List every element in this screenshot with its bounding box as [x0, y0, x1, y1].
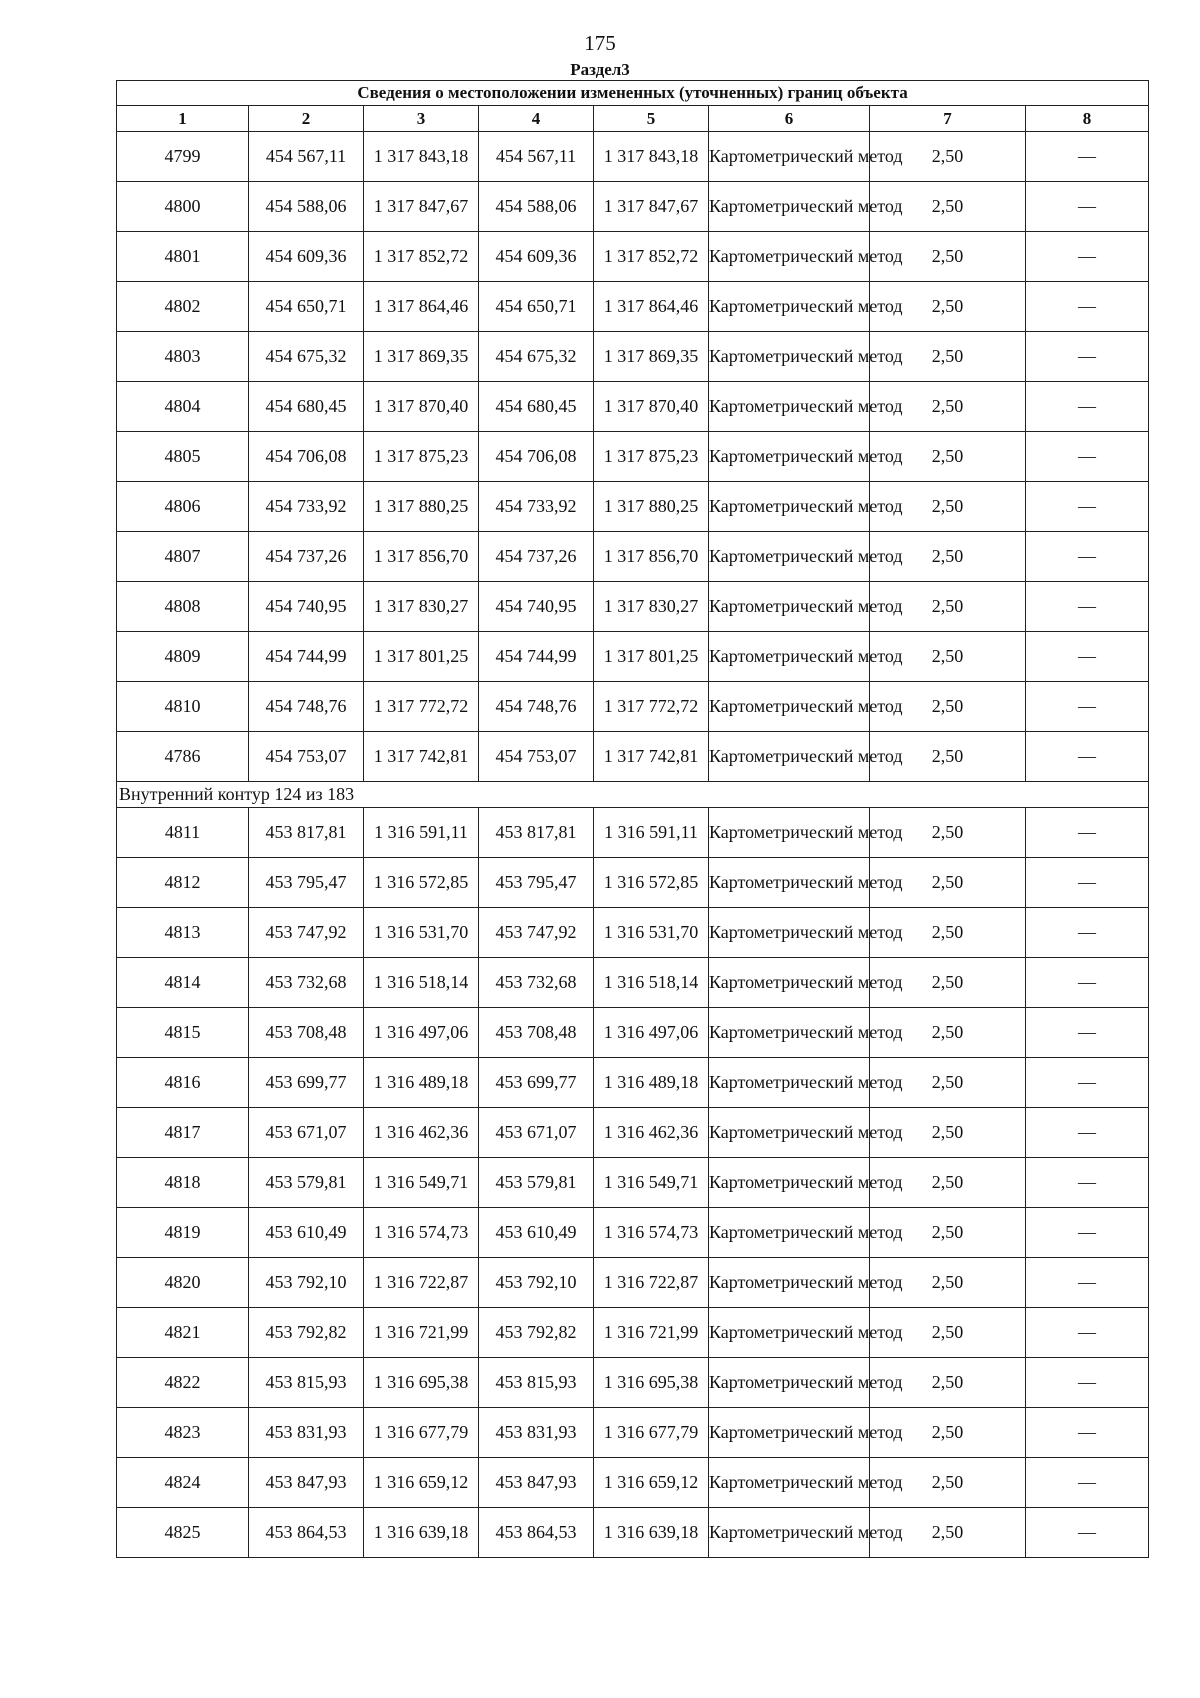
point-number-cell: 4809	[117, 632, 249, 682]
page-number: 175	[584, 31, 616, 55]
accuracy-cell: 2,50	[870, 582, 1026, 632]
note-cell: —	[1026, 958, 1149, 1008]
method-cell: Картометрический метод	[709, 1208, 870, 1258]
table-row	[117, 1458, 1149, 1508]
table-row	[117, 958, 1149, 1008]
method-cell: Картометрический метод	[709, 632, 870, 682]
y-new-cell: 1 317 875,23	[594, 432, 709, 482]
point-number-cell: 4786	[117, 732, 249, 782]
method-cell: Картометрический метод	[709, 1058, 870, 1108]
point-number-cell: 4801	[117, 232, 249, 282]
y-new-cell: 1 316 677,79	[594, 1408, 709, 1458]
accuracy-cell: 2,50	[870, 482, 1026, 532]
x-existing-cell: 453 708,48	[249, 1008, 364, 1058]
accuracy-cell: 2,50	[870, 232, 1026, 282]
x-existing-cell: 453 817,81	[249, 808, 364, 858]
note-cell: —	[1026, 1308, 1149, 1358]
y-existing-cell: 1 316 659,12	[364, 1458, 479, 1508]
x-existing-cell: 454 753,07	[249, 732, 364, 782]
note-cell: —	[1026, 582, 1149, 632]
contour-header-row	[117, 782, 1149, 808]
point-number-cell: 4799	[117, 132, 249, 182]
table-row	[117, 282, 1149, 332]
note-cell: —	[1026, 432, 1149, 482]
table-row	[117, 682, 1149, 732]
x-existing-cell: 454 737,26	[249, 532, 364, 582]
table-row	[117, 1208, 1149, 1258]
x-existing-cell: 453 671,07	[249, 1108, 364, 1158]
y-new-cell: 1 317 870,40	[594, 382, 709, 432]
method-cell: Картометрический метод	[709, 808, 870, 858]
y-existing-cell: 1 316 489,18	[364, 1058, 479, 1108]
note-cell: —	[1026, 1508, 1149, 1558]
table-row	[117, 732, 1149, 782]
accuracy-cell: 2,50	[870, 1458, 1026, 1508]
accuracy-cell: 2,50	[870, 132, 1026, 182]
accuracy-cell: 2,50	[870, 858, 1026, 908]
note-cell: —	[1026, 1258, 1149, 1308]
y-existing-cell: 1 317 870,40	[364, 382, 479, 432]
y-new-cell: 1 317 864,46	[594, 282, 709, 332]
y-new-cell: 1 316 639,18	[594, 1508, 709, 1558]
note-cell: —	[1026, 1108, 1149, 1158]
accuracy-cell: 2,50	[870, 1108, 1026, 1158]
method-cell: Картометрический метод	[709, 482, 870, 532]
note-cell: —	[1026, 808, 1149, 858]
note-cell: —	[1026, 1008, 1149, 1058]
table-row	[117, 1258, 1149, 1308]
column-number-row	[117, 106, 1149, 132]
y-new-cell: 1 316 659,12	[594, 1458, 709, 1508]
x-existing-cell: 453 610,49	[249, 1208, 364, 1258]
accuracy-cell: 2,50	[870, 1408, 1026, 1458]
point-number-cell: 4805	[117, 432, 249, 482]
x-new-cell: 453 815,93	[479, 1358, 594, 1408]
x-existing-cell: 453 792,10	[249, 1258, 364, 1308]
x-existing-cell: 454 744,99	[249, 632, 364, 682]
y-existing-cell: 1 317 772,72	[364, 682, 479, 732]
y-existing-cell: 1 316 722,87	[364, 1258, 479, 1308]
y-existing-cell: 1 317 801,25	[364, 632, 479, 682]
accuracy-cell: 2,50	[870, 1058, 1026, 1108]
x-new-cell: 454 753,07	[479, 732, 594, 782]
table-row	[117, 1158, 1149, 1208]
x-new-cell: 454 680,45	[479, 382, 594, 432]
column-number: 4	[479, 106, 594, 132]
table-row	[117, 582, 1149, 632]
y-new-cell: 1 316 574,73	[594, 1208, 709, 1258]
method-cell: Картометрический метод	[709, 182, 870, 232]
table-row	[117, 432, 1149, 482]
y-new-cell: 1 316 518,14	[594, 958, 709, 1008]
method-cell: Картометрический метод	[709, 282, 870, 332]
x-new-cell: 453 817,81	[479, 808, 594, 858]
x-new-cell: 454 748,76	[479, 682, 594, 732]
x-existing-cell: 454 748,76	[249, 682, 364, 732]
note-cell: —	[1026, 1058, 1149, 1108]
note-cell: —	[1026, 282, 1149, 332]
note-cell: —	[1026, 732, 1149, 782]
table-row	[117, 482, 1149, 532]
y-new-cell: 1 316 721,99	[594, 1308, 709, 1358]
y-existing-cell: 1 317 856,70	[364, 532, 479, 582]
method-cell: Картометрический метод	[709, 432, 870, 482]
y-new-cell: 1 316 549,71	[594, 1158, 709, 1208]
x-existing-cell: 454 650,71	[249, 282, 364, 332]
column-number: 6	[709, 106, 870, 132]
x-existing-cell: 453 815,93	[249, 1358, 364, 1408]
x-new-cell: 453 610,49	[479, 1208, 594, 1258]
method-cell: Картометрический метод	[709, 858, 870, 908]
method-cell: Картометрический метод	[709, 1258, 870, 1308]
point-number-cell: 4825	[117, 1508, 249, 1558]
table-row	[117, 1058, 1149, 1108]
point-number-cell: 4807	[117, 532, 249, 582]
y-new-cell: 1 317 801,25	[594, 632, 709, 682]
method-cell: Картометрический метод	[709, 1108, 870, 1158]
x-new-cell: 454 706,08	[479, 432, 594, 482]
point-number-cell: 4811	[117, 808, 249, 858]
column-number: 1	[117, 106, 249, 132]
point-number-cell: 4800	[117, 182, 249, 232]
x-existing-cell: 454 740,95	[249, 582, 364, 632]
x-existing-cell: 454 680,45	[249, 382, 364, 432]
x-new-cell: 454 588,06	[479, 182, 594, 232]
x-existing-cell: 454 588,06	[249, 182, 364, 232]
method-cell: Картометрический метод	[709, 682, 870, 732]
contour-label: Внутренний контур 124 из 183	[117, 782, 1149, 808]
accuracy-cell: 2,50	[870, 182, 1026, 232]
column-number: 5	[594, 106, 709, 132]
table-row	[117, 1108, 1149, 1158]
x-existing-cell: 453 795,47	[249, 858, 364, 908]
point-number-cell: 4823	[117, 1408, 249, 1458]
method-cell: Картометрический метод	[709, 1308, 870, 1358]
x-new-cell: 454 650,71	[479, 282, 594, 332]
note-cell: —	[1026, 908, 1149, 958]
y-existing-cell: 1 317 847,67	[364, 182, 479, 232]
method-cell: Картометрический метод	[709, 1458, 870, 1508]
x-new-cell: 453 732,68	[479, 958, 594, 1008]
y-existing-cell: 1 317 742,81	[364, 732, 479, 782]
table-row	[117, 332, 1149, 382]
y-new-cell: 1 316 489,18	[594, 1058, 709, 1108]
note-cell: —	[1026, 1158, 1149, 1208]
point-number-cell: 4820	[117, 1258, 249, 1308]
point-number-cell: 4821	[117, 1308, 249, 1358]
y-existing-cell: 1 317 830,27	[364, 582, 479, 632]
y-existing-cell: 1 316 695,38	[364, 1358, 479, 1408]
method-cell: Картометрический метод	[709, 332, 870, 382]
accuracy-cell: 2,50	[870, 1008, 1026, 1058]
table-row	[117, 858, 1149, 908]
point-number-cell: 4812	[117, 858, 249, 908]
point-number-cell: 4816	[117, 1058, 249, 1108]
table-row	[117, 532, 1149, 582]
note-cell: —	[1026, 1208, 1149, 1258]
y-existing-cell: 1 316 677,79	[364, 1408, 479, 1458]
note-cell: —	[1026, 332, 1149, 382]
column-number: 8	[1026, 106, 1149, 132]
note-cell: —	[1026, 182, 1149, 232]
note-cell: —	[1026, 382, 1149, 432]
x-new-cell: 454 740,95	[479, 582, 594, 632]
x-new-cell: 453 708,48	[479, 1008, 594, 1058]
point-number-cell: 4815	[117, 1008, 249, 1058]
note-cell: —	[1026, 132, 1149, 182]
x-new-cell: 453 747,92	[479, 908, 594, 958]
coordinates-table	[116, 80, 1149, 1558]
point-number-cell: 4824	[117, 1458, 249, 1508]
x-new-cell: 454 567,11	[479, 132, 594, 182]
note-cell: —	[1026, 858, 1149, 908]
accuracy-cell: 2,50	[870, 808, 1026, 858]
table-row	[117, 632, 1149, 682]
point-number-cell: 4813	[117, 908, 249, 958]
x-existing-cell: 454 706,08	[249, 432, 364, 482]
point-number-cell: 4802	[117, 282, 249, 332]
x-existing-cell: 453 699,77	[249, 1058, 364, 1108]
method-cell: Картометрический метод	[709, 1408, 870, 1458]
y-new-cell: 1 317 843,18	[594, 132, 709, 182]
note-cell: —	[1026, 632, 1149, 682]
y-existing-cell: 1 317 843,18	[364, 132, 479, 182]
accuracy-cell: 2,50	[870, 732, 1026, 782]
table-row	[117, 808, 1149, 858]
table-caption-row	[117, 81, 1149, 106]
table-row	[117, 182, 1149, 232]
y-existing-cell: 1 317 875,23	[364, 432, 479, 482]
note-cell: —	[1026, 1408, 1149, 1458]
y-new-cell: 1 316 497,06	[594, 1008, 709, 1058]
method-cell: Картометрический метод	[709, 1358, 870, 1408]
y-existing-cell: 1 317 852,72	[364, 232, 479, 282]
x-existing-cell: 454 733,92	[249, 482, 364, 532]
point-number-cell: 4817	[117, 1108, 249, 1158]
accuracy-cell: 2,50	[870, 282, 1026, 332]
x-existing-cell: 453 747,92	[249, 908, 364, 958]
y-new-cell: 1 316 722,87	[594, 1258, 709, 1308]
method-cell: Картометрический метод	[709, 382, 870, 432]
y-existing-cell: 1 316 518,14	[364, 958, 479, 1008]
table-row	[117, 1508, 1149, 1558]
method-cell: Картометрический метод	[709, 532, 870, 582]
y-existing-cell: 1 316 531,70	[364, 908, 479, 958]
point-number-cell: 4818	[117, 1158, 249, 1208]
y-new-cell: 1 316 572,85	[594, 858, 709, 908]
accuracy-cell: 2,50	[870, 1258, 1026, 1308]
table-row	[117, 1308, 1149, 1358]
table-row	[117, 1408, 1149, 1458]
y-existing-cell: 1 317 869,35	[364, 332, 479, 382]
y-existing-cell: 1 316 549,71	[364, 1158, 479, 1208]
x-new-cell: 453 792,82	[479, 1308, 594, 1358]
accuracy-cell: 2,50	[870, 1308, 1026, 1358]
x-new-cell: 454 737,26	[479, 532, 594, 582]
accuracy-cell: 2,50	[870, 382, 1026, 432]
y-new-cell: 1 317 880,25	[594, 482, 709, 532]
column-number: 2	[249, 106, 364, 132]
accuracy-cell: 2,50	[870, 1208, 1026, 1258]
accuracy-cell: 2,50	[870, 958, 1026, 1008]
x-existing-cell: 453 864,53	[249, 1508, 364, 1558]
accuracy-cell: 2,50	[870, 1158, 1026, 1208]
note-cell: —	[1026, 1358, 1149, 1408]
point-number-cell: 4814	[117, 958, 249, 1008]
x-existing-cell: 453 831,93	[249, 1408, 364, 1458]
y-new-cell: 1 317 742,81	[594, 732, 709, 782]
note-cell: —	[1026, 532, 1149, 582]
point-number-cell: 4808	[117, 582, 249, 632]
table-row	[117, 908, 1149, 958]
note-cell: —	[1026, 1458, 1149, 1508]
method-cell: Картометрический метод	[709, 582, 870, 632]
y-new-cell: 1 317 852,72	[594, 232, 709, 282]
accuracy-cell: 2,50	[870, 632, 1026, 682]
point-number-cell: 4822	[117, 1358, 249, 1408]
x-new-cell: 453 579,81	[479, 1158, 594, 1208]
table-body	[117, 132, 1149, 1558]
x-existing-cell: 453 792,82	[249, 1308, 364, 1358]
x-existing-cell: 453 847,93	[249, 1458, 364, 1508]
method-cell: Картометрический метод	[709, 232, 870, 282]
accuracy-cell: 2,50	[870, 908, 1026, 958]
table-row	[117, 382, 1149, 432]
point-number-cell: 4803	[117, 332, 249, 382]
method-cell: Картометрический метод	[709, 732, 870, 782]
y-existing-cell: 1 316 462,36	[364, 1108, 479, 1158]
accuracy-cell: 2,50	[870, 682, 1026, 732]
note-cell: —	[1026, 482, 1149, 532]
accuracy-cell: 2,50	[870, 332, 1026, 382]
y-existing-cell: 1 316 639,18	[364, 1508, 479, 1558]
point-number-cell: 4819	[117, 1208, 249, 1258]
note-cell: —	[1026, 682, 1149, 732]
note-cell: —	[1026, 232, 1149, 282]
method-cell: Картометрический метод	[709, 1008, 870, 1058]
x-new-cell: 454 675,32	[479, 332, 594, 382]
y-existing-cell: 1 316 591,11	[364, 808, 479, 858]
method-cell: Картометрический метод	[709, 908, 870, 958]
x-new-cell: 453 671,07	[479, 1108, 594, 1158]
y-new-cell: 1 317 869,35	[594, 332, 709, 382]
y-existing-cell: 1 316 574,73	[364, 1208, 479, 1258]
x-existing-cell: 454 675,32	[249, 332, 364, 382]
y-new-cell: 1 316 462,36	[594, 1108, 709, 1158]
x-new-cell: 453 792,10	[479, 1258, 594, 1308]
y-new-cell: 1 317 772,72	[594, 682, 709, 732]
accuracy-cell: 2,50	[870, 532, 1026, 582]
y-existing-cell: 1 316 497,06	[364, 1008, 479, 1058]
y-new-cell: 1 317 830,27	[594, 582, 709, 632]
column-number: 3	[364, 106, 479, 132]
y-existing-cell: 1 317 880,25	[364, 482, 479, 532]
y-new-cell: 1 317 847,67	[594, 182, 709, 232]
accuracy-cell: 2,50	[870, 1358, 1026, 1408]
x-new-cell: 453 795,47	[479, 858, 594, 908]
y-existing-cell: 1 317 864,46	[364, 282, 479, 332]
method-cell: Картометрический метод	[709, 1158, 870, 1208]
y-existing-cell: 1 316 721,99	[364, 1308, 479, 1358]
column-number: 7	[870, 106, 1026, 132]
x-new-cell: 453 864,53	[479, 1508, 594, 1558]
point-number-cell: 4804	[117, 382, 249, 432]
point-number-cell: 4810	[117, 682, 249, 732]
accuracy-cell: 2,50	[870, 1508, 1026, 1558]
x-new-cell: 453 831,93	[479, 1408, 594, 1458]
table-row	[117, 132, 1149, 182]
x-new-cell: 453 847,93	[479, 1458, 594, 1508]
table-caption: Сведения о местоположении измененных (уточненных) границ объекта	[117, 81, 1149, 106]
x-existing-cell: 453 732,68	[249, 958, 364, 1008]
table-row	[117, 1008, 1149, 1058]
table-row	[117, 1358, 1149, 1408]
table-row	[117, 232, 1149, 282]
y-new-cell: 1 316 695,38	[594, 1358, 709, 1408]
method-cell: Картометрический метод	[709, 132, 870, 182]
section-title: Раздел3	[570, 60, 630, 79]
x-new-cell: 454 733,92	[479, 482, 594, 532]
method-cell: Картометрический метод	[709, 958, 870, 1008]
x-new-cell: 454 609,36	[479, 232, 594, 282]
x-existing-cell: 454 567,11	[249, 132, 364, 182]
x-existing-cell: 453 579,81	[249, 1158, 364, 1208]
method-cell: Картометрический метод	[709, 1508, 870, 1558]
point-number-cell: 4806	[117, 482, 249, 532]
accuracy-cell: 2,50	[870, 432, 1026, 482]
x-existing-cell: 454 609,36	[249, 232, 364, 282]
y-new-cell: 1 316 531,70	[594, 908, 709, 958]
y-existing-cell: 1 316 572,85	[364, 858, 479, 908]
y-new-cell: 1 316 591,11	[594, 808, 709, 858]
y-new-cell: 1 317 856,70	[594, 532, 709, 582]
x-new-cell: 453 699,77	[479, 1058, 594, 1108]
x-new-cell: 454 744,99	[479, 632, 594, 682]
